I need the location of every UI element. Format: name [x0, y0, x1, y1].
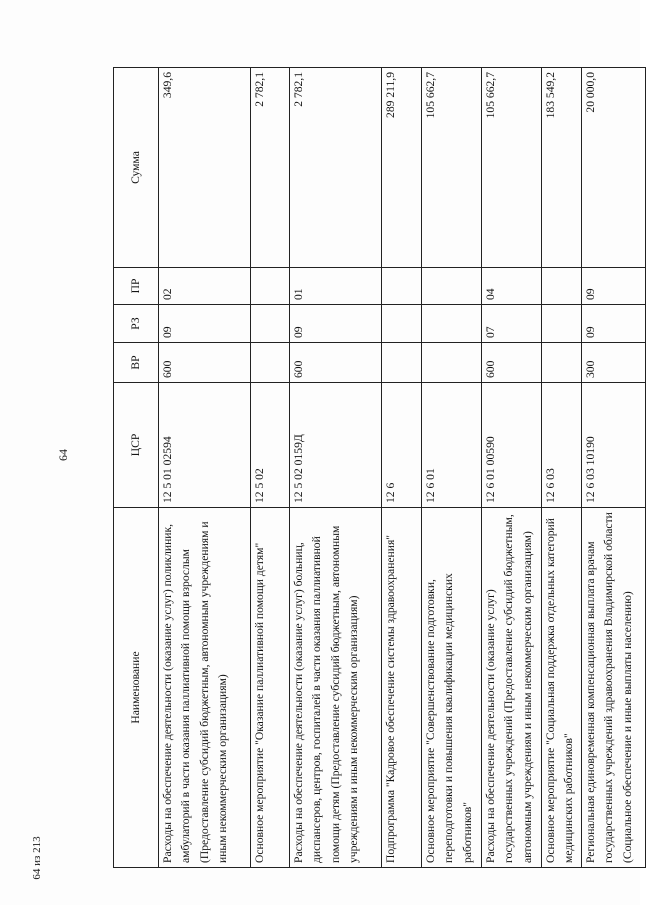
cell-sum: 2 782,1: [290, 68, 382, 268]
cell-vr: [251, 343, 290, 383]
cell-vr: 300: [582, 343, 646, 383]
cell-name: Расходы на обеспечение деятельности (оказание услуг) больниц, диспансеров, центров, госпиталей в части оказания паллиативной помощи детям (Предоставление субсидий бюджетным, автономным учреждениям и иным некоммерческим организациям): [290, 508, 382, 868]
cell-csr: 12 6 01 00590: [482, 383, 542, 508]
cell-csr: 12 6 03 10190: [582, 383, 646, 508]
cell-name: Региональная единовременная компенсационная выплата врачам государственных учреждений здравоохранения Владимирской области (Социальное обеспечение и иные выплаты населению): [582, 508, 646, 868]
header-pr: ПР: [114, 268, 159, 305]
cell-sum: 349,6: [159, 68, 251, 268]
cell-pr: 02: [159, 268, 251, 305]
cell-csr: 12 6 03: [542, 383, 582, 508]
cell-pr: 01: [290, 268, 382, 305]
table-row: [290, 68, 382, 868]
cell-pr: [382, 268, 422, 305]
cell-rz: 09: [290, 305, 382, 343]
table-row: [382, 68, 422, 868]
cell-csr: 12 6 01: [422, 383, 482, 508]
cell-csr: 12 6: [382, 383, 422, 508]
cell-rz: 09: [582, 305, 646, 343]
cell-sum: 289 211,9: [382, 68, 422, 268]
cell-csr: 12 5 02: [251, 383, 290, 508]
table-row: [542, 68, 582, 868]
cell-rz: 07: [482, 305, 542, 343]
cell-vr: [422, 343, 482, 383]
cell-name: Расходы на обеспечение деятельности (оказание услуг) поликлиник, амбулаторий в части оказания паллиативной помощи взрослым (Предоставление субсидий бюджетным, автономным учреждениям и иным некоммерческим организациям): [159, 508, 251, 868]
cell-rz: [542, 305, 582, 343]
header-vr: ВР: [114, 343, 159, 383]
cell-rz: 09: [159, 305, 251, 343]
cell-vr: 600: [482, 343, 542, 383]
header-name: Наименование: [114, 508, 159, 868]
cell-sum: 105 662,7: [422, 68, 482, 268]
cell-sum: 183 549,2: [542, 68, 582, 268]
cell-pr: 09: [582, 268, 646, 305]
header-sum: Сумма: [114, 68, 159, 268]
cell-rz: [251, 305, 290, 343]
table-header-row: [114, 68, 159, 868]
table-row: [582, 68, 646, 868]
cell-name: Основное мероприятие "Совершенствование подготовки, переподготовки и повышения квалификации медицинских работников": [422, 508, 482, 868]
cell-sum: 2 782,1: [251, 68, 290, 268]
header-csr: ЦСР: [114, 383, 159, 508]
budget-table: [113, 67, 646, 868]
table-row: [251, 68, 290, 868]
cell-sum: 105 662,7: [482, 68, 542, 268]
cell-rz: [422, 305, 482, 343]
table-row: [159, 68, 251, 868]
cell-vr: 600: [159, 343, 251, 383]
table-row: [422, 68, 482, 868]
table-row: [482, 68, 542, 868]
cell-pr: [542, 268, 582, 305]
page-footer: 64 из 213: [31, 836, 43, 880]
cell-vr: [382, 343, 422, 383]
budget-table-container: [113, 68, 634, 868]
header-rz: РЗ: [114, 305, 159, 343]
cell-vr: [542, 343, 582, 383]
cell-name: Основное мероприятие "Оказание паллиативной помощи детям": [251, 508, 290, 868]
cell-csr: 12 5 01 02594: [159, 383, 251, 508]
cell-name: Подпрограмма "Кадровое обеспечение системы здравоохранения": [382, 508, 422, 868]
cell-name: Расходы на обеспечение деятельности (оказание услуг) государственных учреждений (Предоставление субсидий бюджетным, автономным учреждениям и иным некоммерческим организациям): [482, 508, 542, 868]
cell-pr: [422, 268, 482, 305]
page-number: 64: [56, 449, 70, 461]
cell-sum: 20 000,0: [582, 68, 646, 268]
cell-csr: 12 5 02 0159Д: [290, 383, 382, 508]
cell-pr: 04: [482, 268, 542, 305]
cell-rz: [382, 305, 422, 343]
cell-name: Основное мероприятие "Социальная поддержка отдельных категорий медицинских работников": [542, 508, 582, 868]
cell-vr: 600: [290, 343, 382, 383]
cell-pr: [251, 268, 290, 305]
